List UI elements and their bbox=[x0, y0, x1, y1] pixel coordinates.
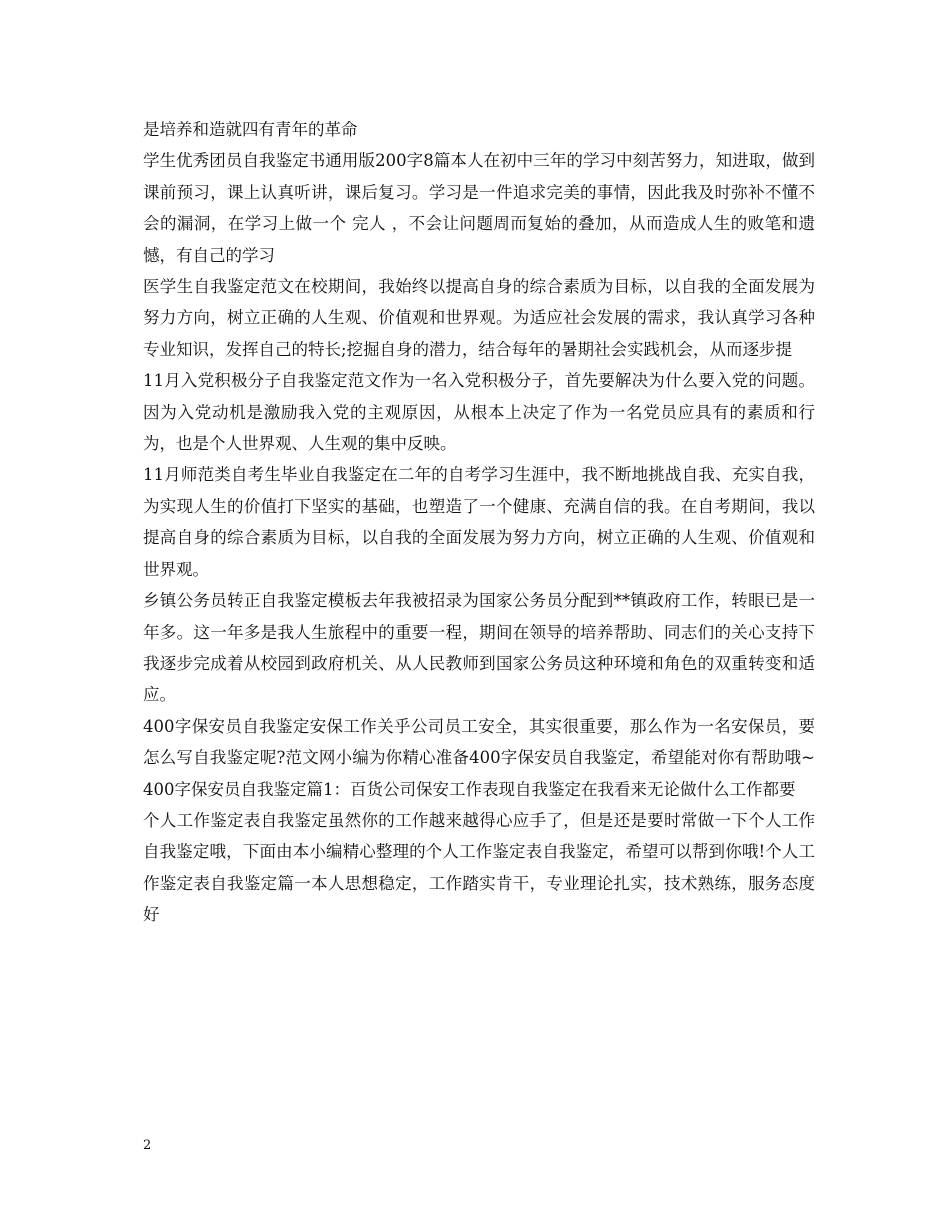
paragraph-6: 乡镇公务员转正自我鉴定模板去年我被招录为国家公务员分配到**镇政府工作，转眼已是一年多。这一年多是我人生旅程中的重要一程，期间在领导的培养帮助、同志们的关心支持下我逐步完成着从校园到政府机关、从人民教师到国家公务员这种环境和角色的双重转变和适应。 bbox=[143, 591, 815, 705]
page-number: 2 bbox=[143, 1138, 152, 1153]
paragraph-1: 是培养和造就四有青年的革命 bbox=[143, 120, 358, 139]
paragraph-5: 11月师范类自考生毕业自我鉴定在二年的自考学习生涯中，我不断地挑战自我、充实自我，为实现人生的价值打下坚实的基础，也塑造了一个健康、充满自信的我。在自考期间，我以提高自身的综合素质为目标，以自我的全面发展为努力方向，树立正确的人生观、价值观和世界观。 bbox=[143, 465, 815, 579]
paragraph-8: 个人工作鉴定表自我鉴定虽然你的工作越来越得心应手了，但是还是要时常做一下个人工作自我鉴定哦，下面由本小编精心整理的个人工作鉴定表自我鉴定，希望可以帮到你哦!个人工作鉴定表自我鉴定篇一本人思想稳定，工作踏实肯干，专业理论扎实，技术熟练，服务态度好 bbox=[143, 810, 815, 925]
paragraph-4: 11月入党积极分子自我鉴定范文作为一名入党积极分子，首先要解决为什么要入党的问题。因为入党动机是激励我入党的主观原因，从根本上决定了作为一名党员应具有的素质和行为，也是个人世界观、人生观的集中反映。 bbox=[143, 371, 815, 454]
paragraph-3: 医学生自我鉴定范文在校期间，我始终以提高自身的综合素质为目标，以自我的全面发展为努力方向，树立正确的人生观、价值观和世界观。为适应社会发展的需求，我认真学习各种专业知识，发挥自己的特长;挖掘自身的潜力，结合每年的暑期社会实践机会，从而逐步提 bbox=[143, 277, 815, 359]
paragraph-2: 学生优秀团员自我鉴定书通用版200字8篇本人在初中三年的学习中刻苦努力，知进取，做到课前预习，课上认真听讲，课后复习。学习是一件追求完美的事情，因此我及时弥补不懂不会的漏洞，在学习上做一个 完人 ，不会让问题周而复始的叠加，从而造成人生的败笔和遗憾，有自己的学习 bbox=[143, 151, 815, 265]
document-body bbox=[143, 114, 815, 931]
paragraph-7: 400字保安员自我鉴定安保工作关乎公司员工安全，其实很重要，那么作为一名安保员，要怎么写自我鉴定呢?范文网小编为你精心准备400字保安员自我鉴定，希望能对你有帮助哦~400字保安员自我鉴定篇1：百货公司保安工作表现自我鉴定在我看来无论做什么工作都要 bbox=[143, 716, 815, 799]
